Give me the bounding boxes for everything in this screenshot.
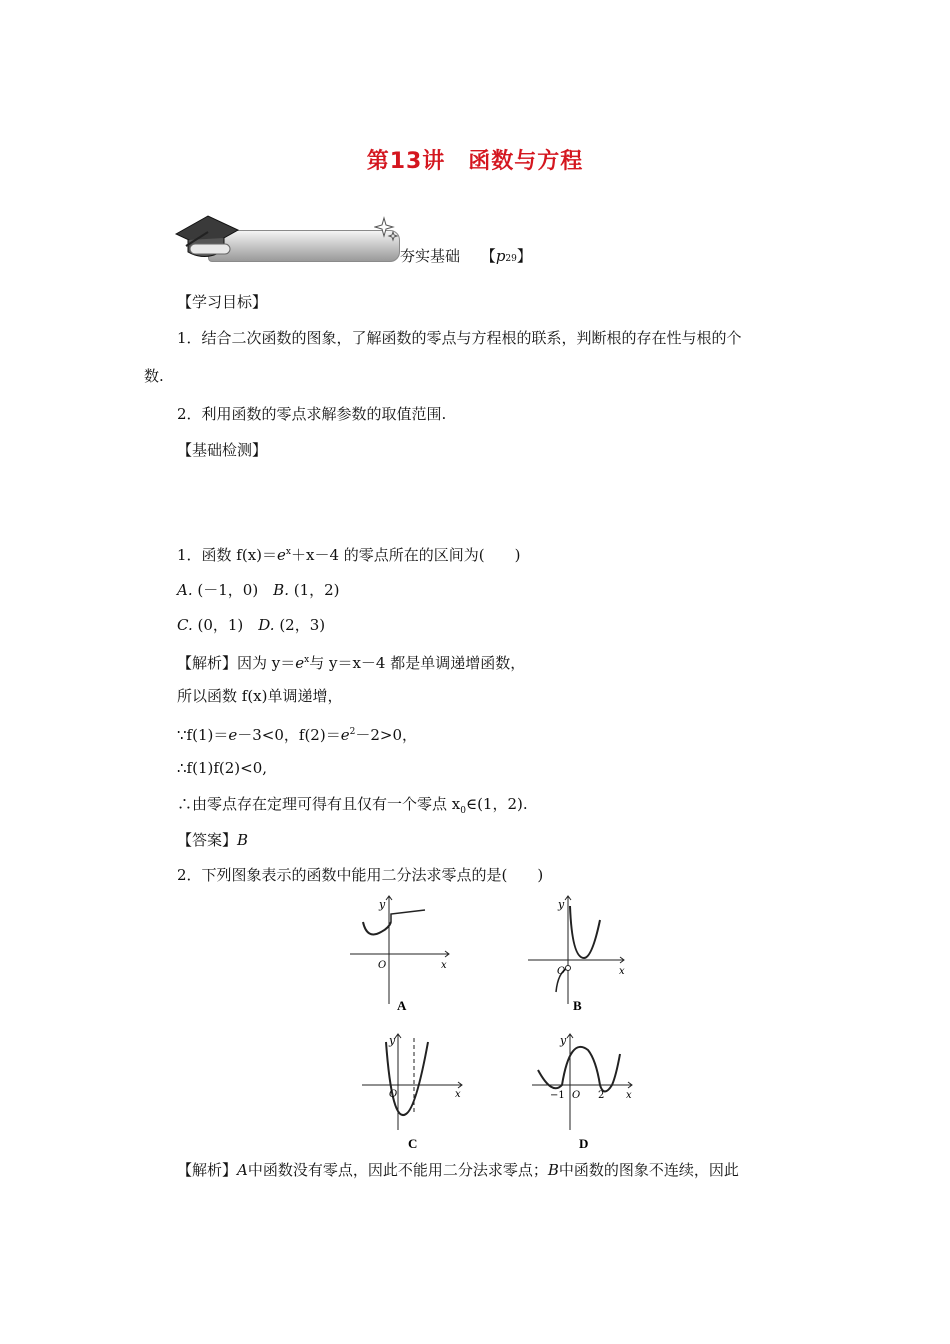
graph-a-y-label: y: [379, 898, 386, 911]
graph-b-y-label: y: [558, 898, 565, 911]
q1-solution-2: 所以函数 f(x)单调递增，: [177, 687, 343, 705]
page-ref-number: 29: [505, 254, 517, 264]
graph-b-x-label: x: [619, 966, 625, 977]
sparkle-icon: [374, 216, 400, 242]
q1-solution-5: ∴由零点存在定理可得有且仅有一个零点 $x_0\in(1$，2).: [177, 795, 528, 816]
graph-a: [345, 892, 460, 1017]
graph-d-x-label: x: [626, 1090, 632, 1101]
graph-b: [520, 892, 635, 1017]
page-ref-p: p: [495, 247, 506, 265]
goal-2: 2．利用函数的零点求解参数的取值范围.: [177, 405, 447, 423]
goal-1-cont: 数.: [144, 367, 164, 385]
graduation-cap-icon: [172, 206, 242, 266]
graph-d-two-label: 2: [598, 1090, 605, 1101]
graph-d-y-label: y: [560, 1034, 567, 1047]
graph-d-minus-one-label: −1: [550, 1090, 565, 1101]
page-ref-close: 】: [516, 247, 532, 265]
graph-d-origin-label: O: [572, 1090, 581, 1101]
page-title: 第13讲 函数与方程: [366, 149, 584, 174]
q1-solution-3: ∵f(1)＝e－3<0，$f(2)=e^2-2>0$，: [177, 726, 417, 744]
q1-solution-1: 【解析】因为 $y=e^x$与 y＝x－4 都是单调递增函数，: [177, 654, 526, 672]
goals-heading: 【学习目标】: [177, 293, 268, 311]
graph-b-label: B: [573, 998, 582, 1013]
page-ref-open: 【: [480, 247, 496, 265]
graph-a-x-label: x: [441, 960, 447, 971]
banner-label: 夯实基础: [400, 247, 461, 265]
q2-solution: 【解析】A中函数没有零点，因此不能用二分法求零点；B中函数的图象不连续，因此: [177, 1161, 739, 1179]
graph-c-origin-label: O: [389, 1089, 398, 1100]
graph-c-x-label: x: [455, 1089, 461, 1100]
graph-c-y-label: y: [389, 1034, 396, 1047]
q1-options-cd: C. (0，1) D. (2，3): [177, 616, 326, 634]
q1-options-ab: A. (－1，0) B. (1，2): [177, 581, 340, 599]
graph-b-origin-label: O: [557, 966, 566, 977]
graph-c: [358, 1030, 473, 1155]
q1-solution-4: ∴f(1)f(2)<0,: [177, 759, 268, 777]
q2-stem: 2．下列图象表示的函数中能用二分法求零点的是( ): [177, 866, 544, 884]
check-heading: 【基础检测】: [177, 441, 268, 459]
q1-answer: 【答案】B: [177, 831, 249, 849]
graph-d: [528, 1030, 643, 1155]
graph-a-label: A: [397, 998, 407, 1013]
goal-1: 1．结合二次函数的图象，了解函数的零点与方程根的联系，判断根的存在性与根的个: [177, 329, 742, 347]
graph-c-label: C: [408, 1136, 418, 1151]
graph-a-origin-label: O: [378, 960, 387, 971]
graph-d-label: D: [579, 1136, 589, 1151]
q1-stem: 1．函数 $f(x)=e^x+x-4$ 的零点所在的区间为( ): [177, 546, 521, 564]
